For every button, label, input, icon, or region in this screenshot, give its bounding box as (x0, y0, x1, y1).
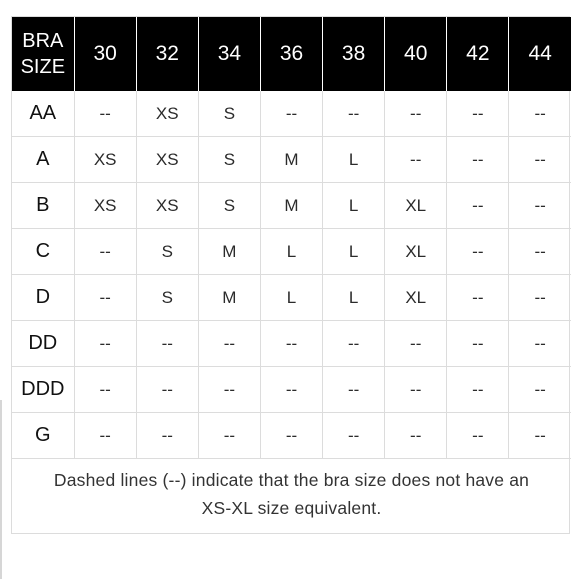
size-cell: -- (509, 413, 571, 459)
size-cell: S (198, 91, 260, 137)
cup-size-label: G (12, 413, 74, 459)
table-row (12, 367, 571, 413)
size-cell: XS (136, 183, 198, 229)
size-cell: -- (198, 321, 260, 367)
size-cell: -- (323, 367, 385, 413)
band-size-header: 42 (447, 17, 509, 91)
size-cell: M (198, 229, 260, 275)
size-cell: L (260, 275, 322, 321)
header-row (12, 17, 571, 91)
corner-label-line1: BRA (22, 30, 64, 52)
table-row (12, 321, 571, 367)
size-cell: -- (447, 183, 509, 229)
size-cell: -- (136, 367, 198, 413)
size-cell: XS (74, 183, 136, 229)
corner-label-line2: SIZE (20, 56, 66, 78)
size-cell: S (136, 275, 198, 321)
size-cell: -- (509, 367, 571, 413)
size-cell: XL (385, 275, 447, 321)
footnote (12, 459, 571, 522)
size-cell: -- (136, 321, 198, 367)
size-cell: L (323, 183, 385, 229)
table-row (12, 275, 571, 321)
cup-size-label: D (12, 275, 74, 321)
cup-size-label: AA (12, 91, 74, 137)
size-cell: -- (260, 367, 322, 413)
size-cell: -- (385, 413, 447, 459)
size-cell: -- (385, 91, 447, 137)
corner-header (12, 17, 74, 91)
size-cell: S (136, 229, 198, 275)
cup-size-label: C (12, 229, 74, 275)
size-cell: -- (74, 91, 136, 137)
size-cell: -- (509, 137, 571, 183)
size-cell: -- (323, 91, 385, 137)
size-cell: -- (385, 321, 447, 367)
size-cell: -- (74, 321, 136, 367)
cup-size-label: DD (12, 321, 74, 367)
band-size-header: 36 (260, 17, 322, 91)
size-cell: M (260, 137, 322, 183)
size-cell: -- (260, 321, 322, 367)
bra-size-chart (11, 16, 570, 534)
size-cell: -- (198, 367, 260, 413)
size-cell: -- (74, 413, 136, 459)
table-row (12, 229, 571, 275)
band-size-header: 30 (74, 17, 136, 91)
size-cell: -- (74, 367, 136, 413)
table-row (12, 413, 571, 459)
size-cell: -- (509, 275, 571, 321)
band-size-header: 34 (198, 17, 260, 91)
size-cell: -- (323, 413, 385, 459)
band-size-header: 32 (136, 17, 198, 91)
size-cell: -- (385, 137, 447, 183)
table-row (12, 137, 571, 183)
size-cell: S (198, 183, 260, 229)
size-cell: -- (509, 91, 571, 137)
size-cell: -- (509, 321, 571, 367)
cup-size-label: B (12, 183, 74, 229)
table-row (12, 183, 571, 229)
size-cell: M (198, 275, 260, 321)
size-cell: -- (323, 321, 385, 367)
band-size-header: 38 (323, 17, 385, 91)
size-cell: -- (260, 91, 322, 137)
size-cell: -- (136, 413, 198, 459)
size-cell: -- (74, 275, 136, 321)
size-cell: -- (385, 367, 447, 413)
size-cell: XL (385, 183, 447, 229)
table-row (12, 91, 571, 137)
size-cell: -- (260, 413, 322, 459)
size-cell: L (323, 229, 385, 275)
size-cell: -- (509, 229, 571, 275)
size-cell: -- (447, 413, 509, 459)
size-cell: L (323, 137, 385, 183)
cup-size-label: DDD (12, 367, 74, 413)
size-cell: XL (385, 229, 447, 275)
size-cell: XS (74, 137, 136, 183)
size-cell: -- (74, 229, 136, 275)
size-cell: -- (447, 91, 509, 137)
size-cell: XS (136, 91, 198, 137)
footnote-line2: XS-XL size equivalent. (201, 498, 382, 518)
size-cell: -- (509, 183, 571, 229)
band-size-header: 44 (509, 17, 571, 91)
size-cell: M (260, 183, 322, 229)
size-cell: L (260, 229, 322, 275)
size-cell: XS (136, 137, 198, 183)
size-cell: -- (447, 137, 509, 183)
size-cell: -- (447, 229, 509, 275)
size-cell: S (198, 137, 260, 183)
size-cell: L (323, 275, 385, 321)
band-size-header: 40 (385, 17, 447, 91)
size-cell: -- (447, 275, 509, 321)
cup-size-label: A (12, 137, 74, 183)
size-table (12, 17, 571, 459)
size-cell: -- (447, 367, 509, 413)
size-cell: -- (198, 413, 260, 459)
left-edge-divider (0, 400, 2, 579)
footnote-line1: Dashed lines (--) indicate that the bra size does not have an (53, 470, 530, 490)
size-cell: -- (447, 321, 509, 367)
